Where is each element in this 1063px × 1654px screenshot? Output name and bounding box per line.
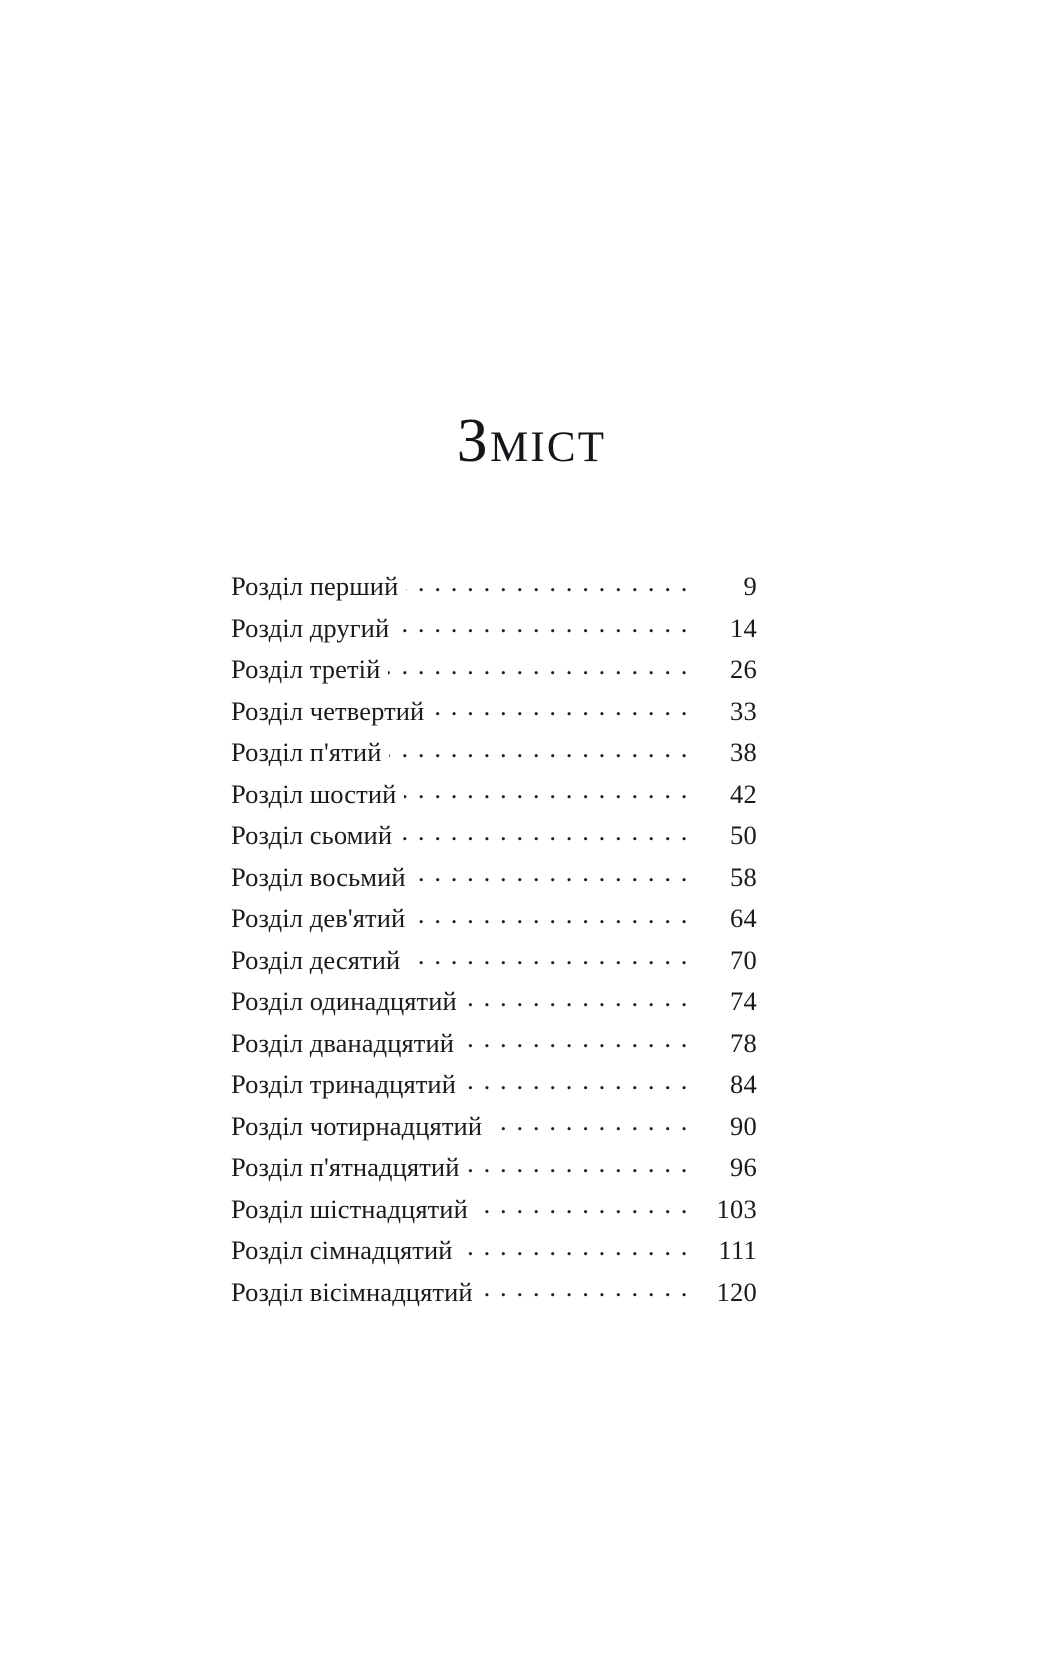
toc-leader-dots <box>400 818 689 845</box>
toc-entry-label: Розділ чотирнадцятий <box>231 1110 483 1141</box>
toc-leader-dots <box>468 1150 690 1177</box>
toc-leader-dots <box>404 776 689 803</box>
toc-entry-page-number: 50 <box>729 820 757 850</box>
toc-entry[interactable] <box>231 566 757 608</box>
toc-entry-page-number: 84 <box>729 1069 757 1099</box>
toc-entry-page-number: 42 <box>729 778 757 809</box>
toc-entry-label: Розділ восьмий <box>231 861 406 892</box>
toc-entry-label: Розділ шістнадцятий <box>231 1193 468 1224</box>
toc-entry-label: Розділ шостий <box>231 778 397 809</box>
toc-entry-page-number: 64 <box>729 903 757 933</box>
table-of-contents-list <box>231 566 757 1313</box>
toc-leader-dots <box>476 1191 689 1218</box>
toc-leader-dots <box>465 984 689 1011</box>
toc-entry-label: Розділ дванадцятий <box>231 1027 455 1058</box>
toc-entry[interactable] <box>231 1023 757 1065</box>
toc-entry[interactable] <box>231 1230 757 1272</box>
toc-entry[interactable] <box>231 1106 757 1148</box>
toc-entry-page-number: 70 <box>729 944 757 975</box>
toc-entry-label: Розділ перший <box>231 571 399 601</box>
toc-entry[interactable] <box>231 815 757 857</box>
toc-entry[interactable] <box>231 940 757 982</box>
toc-leader-dots <box>414 859 689 886</box>
toc-leader-dots <box>461 1233 689 1260</box>
toc-entry-page-number: 78 <box>729 1027 757 1058</box>
toc-entry-page-number: 38 <box>729 737 757 767</box>
toc-entry-label: Розділ десятий <box>231 944 401 975</box>
toc-entry[interactable] <box>231 981 757 1023</box>
toc-entry-label: Розділ сімнадцятий <box>231 1235 453 1265</box>
toc-entry-label: Розділ п'ятий <box>231 737 382 767</box>
toc-leader-dots <box>481 1274 689 1301</box>
toc-entry[interactable] <box>231 1147 757 1189</box>
toc-entry-label: Розділ п'ятнадцятий <box>231 1152 460 1182</box>
toc-leader-dots <box>397 610 689 637</box>
toc-entry-label: Розділ дев'ятий <box>231 903 406 933</box>
toc-entry[interactable] <box>231 608 757 650</box>
toc-entry-page-number: 26 <box>729 654 757 684</box>
toc-entry-page-number: 58 <box>729 861 757 892</box>
toc-entry[interactable] <box>231 857 757 899</box>
toc-entry-label: Розділ другий <box>231 612 390 643</box>
toc-entry[interactable] <box>231 649 757 691</box>
toc-leader-dots <box>490 1108 689 1135</box>
toc-entry-label: Розділ четвертий <box>231 695 425 726</box>
toc-leader-dots <box>413 901 689 928</box>
toc-entry[interactable] <box>231 1064 757 1106</box>
toc-leader-dots <box>462 1025 689 1052</box>
toc-entry-label: Розділ третій <box>231 654 381 684</box>
toc-entry-page-number: 14 <box>729 612 757 643</box>
toc-entry[interactable] <box>231 1189 757 1231</box>
toc-entry[interactable] <box>231 898 757 940</box>
toc-entry[interactable] <box>231 1272 757 1314</box>
toc-entry-page-number: 74 <box>729 986 757 1016</box>
toc-entry-page-number: 111 <box>718 1235 757 1265</box>
toc-entry-page-number: 103 <box>716 1193 757 1224</box>
toc-entry[interactable] <box>231 774 757 816</box>
toc-entry-page-number: 120 <box>716 1276 757 1307</box>
toc-entry-page-number: 90 <box>729 1110 757 1141</box>
toc-leader-dots <box>408 942 689 969</box>
toc-entry-page-number: 96 <box>729 1152 757 1182</box>
toc-leader-dots <box>432 693 689 720</box>
toc-entry-label: Розділ одинадцятий <box>231 986 457 1016</box>
toc-leader-dots <box>406 569 689 596</box>
toc-entry-page-number: 9 <box>743 571 757 601</box>
toc-entry-label: Розділ тринадцятий <box>231 1069 456 1099</box>
toc-entry[interactable] <box>231 691 757 733</box>
toc-entry-page-number: 33 <box>729 695 757 726</box>
toc-entry-label: Розділ сьомий <box>231 820 393 850</box>
toc-leader-dots <box>389 735 689 762</box>
toc-leader-dots <box>464 1067 689 1094</box>
toc-entry-label: Розділ вісімнадцятий <box>231 1276 473 1307</box>
page-title: Зміст <box>456 406 607 475</box>
toc-leader-dots <box>388 652 689 679</box>
toc-entry[interactable] <box>231 732 757 774</box>
